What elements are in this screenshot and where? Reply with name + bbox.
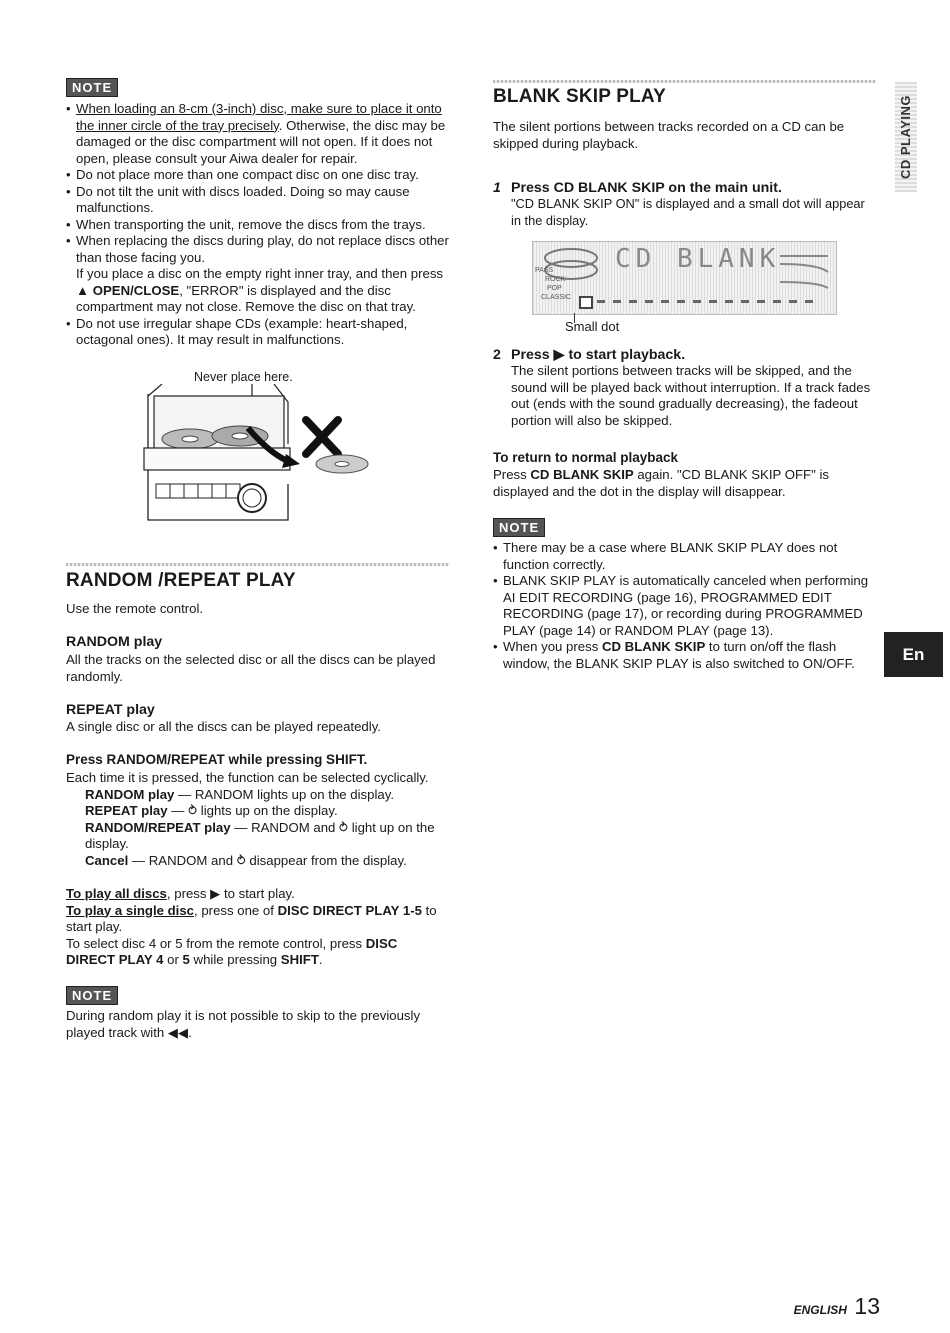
display-labels	[535, 266, 571, 302]
repeat-play-heading: REPEAT play	[66, 702, 155, 718]
list-item: • When you press CD BLANK SKIP to turn on/off the flash window, the BLANK SKIP PLAY is also switched to ON/OFF.	[493, 639, 874, 672]
label-classic: CLASSIC	[541, 294, 571, 301]
play-all-line: To play all discs, press ▶ to start play.	[66, 886, 295, 901]
note-badge-3: NOTE	[493, 518, 545, 537]
list-item: • When loading an 8-cm (3-inch) disc, make sure to place it onto the inner circle of the tray precisely. Otherwise, the disc may be damaged or the disc compartment will not open. If it does not open, please consult your Aiwa dealer for repair.	[66, 101, 450, 167]
section-rule	[66, 563, 450, 566]
note-list-3	[493, 540, 874, 672]
note-text-2: During random play it is not possible to skip to the previously played track with ◀◀.	[66, 1008, 421, 1040]
list-item: Cancel — RANDOM and ⥁ disappear from the display.	[85, 852, 407, 868]
list-item: • There may be a case where BLANK SKIP PLAY does not function correctly.	[493, 540, 874, 573]
page-number: 13	[854, 1293, 880, 1319]
list-item: • Do not use irregular shape CDs (example: heart-shaped, octagonal ones). It may result in malfunctions.	[66, 316, 450, 349]
disc-tray-illustration	[140, 384, 380, 524]
press-text: Each time it is pressed, the function can be selected cyclically.	[66, 770, 429, 785]
list-item: RANDOM play — RANDOM lights up on the display.	[85, 786, 395, 802]
display-segment-text: CD BLANK	[615, 244, 781, 274]
step-2	[493, 347, 874, 429]
section-rule	[493, 80, 876, 83]
list-item: • Do not place more than one compact disc on one disc tray.	[66, 167, 450, 184]
list-item: • Do not tilt the unit with discs loaded. Doing so may cause malfunctions.	[66, 184, 450, 217]
label-rock: ROCK	[545, 276, 566, 283]
list-item: • When transporting the unit, remove the discs from the trays.	[66, 217, 450, 234]
section-tab-cd-playing: CD PLAYING	[895, 82, 917, 192]
return-normal-heading: To return to normal playback	[493, 450, 679, 465]
press-random-repeat-heading: Press RANDOM/REPEAT while pressing SHIFT.	[66, 752, 368, 767]
section-title-random-repeat: RANDOM /REPEAT PLAY	[66, 570, 296, 591]
footer-language: ENGLISH	[793, 1303, 847, 1317]
step-1	[493, 180, 874, 229]
step-2-heading: 2 Press ▶ to start playback.	[493, 347, 686, 363]
label-pop: POP	[547, 285, 562, 292]
list-item: RANDOM/REPEAT play — RANDOM and ⥁ light up on the display.	[85, 819, 435, 851]
random-play-heading: RANDOM play	[66, 634, 163, 650]
language-tab: En	[884, 632, 943, 677]
list-item: REPEAT play — ⥁ lights up on the display.	[85, 803, 338, 818]
section-title-blank-skip: BLANK SKIP PLAY	[493, 86, 666, 107]
label-pass: PASS	[535, 267, 554, 274]
blank-skip-intro: The silent portions between tracks recorded on a CD can be skipped during playback.	[493, 119, 845, 151]
small-dot-icon	[579, 296, 593, 309]
note-badge-2: NOTE	[66, 986, 118, 1005]
speaker-curve-icon	[778, 252, 830, 292]
step-1-text: "CD BLANK SKIP ON" is displayed and a small dot will appear in the display.	[511, 196, 865, 228]
display-illustration	[532, 241, 837, 315]
list-item: • When replacing the discs during play, do not replace discs other than those facing you. If you place a disc on the empty right inner tray, and then press ▲ OPEN/CLOSE, "ERROR" is displayed and the disc compartment may not close. Remove the disc on that tray.	[66, 233, 450, 316]
step-1-heading: 1 Press CD BLANK SKIP on the main unit.	[493, 180, 782, 196]
level-meter	[597, 300, 817, 303]
step-2-text: The silent portions between tracks will be skipped, and the sound will be played back without interruption. If a track fades out (ends with the sound gradually decreasing), the fadeout portion will also be skipped.	[511, 363, 871, 428]
press-random-repeat-text	[66, 770, 450, 869]
note-list-1	[66, 101, 450, 349]
small-dot-caption: Small dot	[565, 319, 620, 334]
random-repeat-intro: Use the remote control.	[66, 601, 204, 616]
return-normal-text: Press CD BLANK SKIP again. "CD BLANK SKIP OFF" is displayed and the dot in the display will disappear.	[493, 467, 829, 499]
page-footer	[780, 1293, 880, 1320]
mode-list	[66, 787, 450, 870]
remote-line: To select disc 4 or 5 from the remote control, press DISC DIRECT PLAY 4 or 5 while pressing SHIFT.	[66, 935, 398, 967]
repeat-play-text: A single disc or all the discs can be played repeatedly.	[66, 719, 381, 734]
list-item: • BLANK SKIP PLAY is automatically canceled when performing AI EDIT RECORDING (page 16), PROGRAMMED EDIT RECORDING (page 17), or recording during PROGRAMMED PLAY (page 14) or RANDOM PLAY (page 13).	[493, 573, 874, 639]
note-badge-1: NOTE	[66, 78, 118, 97]
figure-caption: Never place here.	[194, 370, 293, 384]
random-play-text: All the tracks on the selected disc or all the discs can be played randomly.	[66, 652, 436, 684]
play-single-line: To play a single disc, press one of DISC DIRECT PLAY 1-5 to start play.	[66, 902, 437, 934]
play-instructions	[66, 886, 450, 969]
